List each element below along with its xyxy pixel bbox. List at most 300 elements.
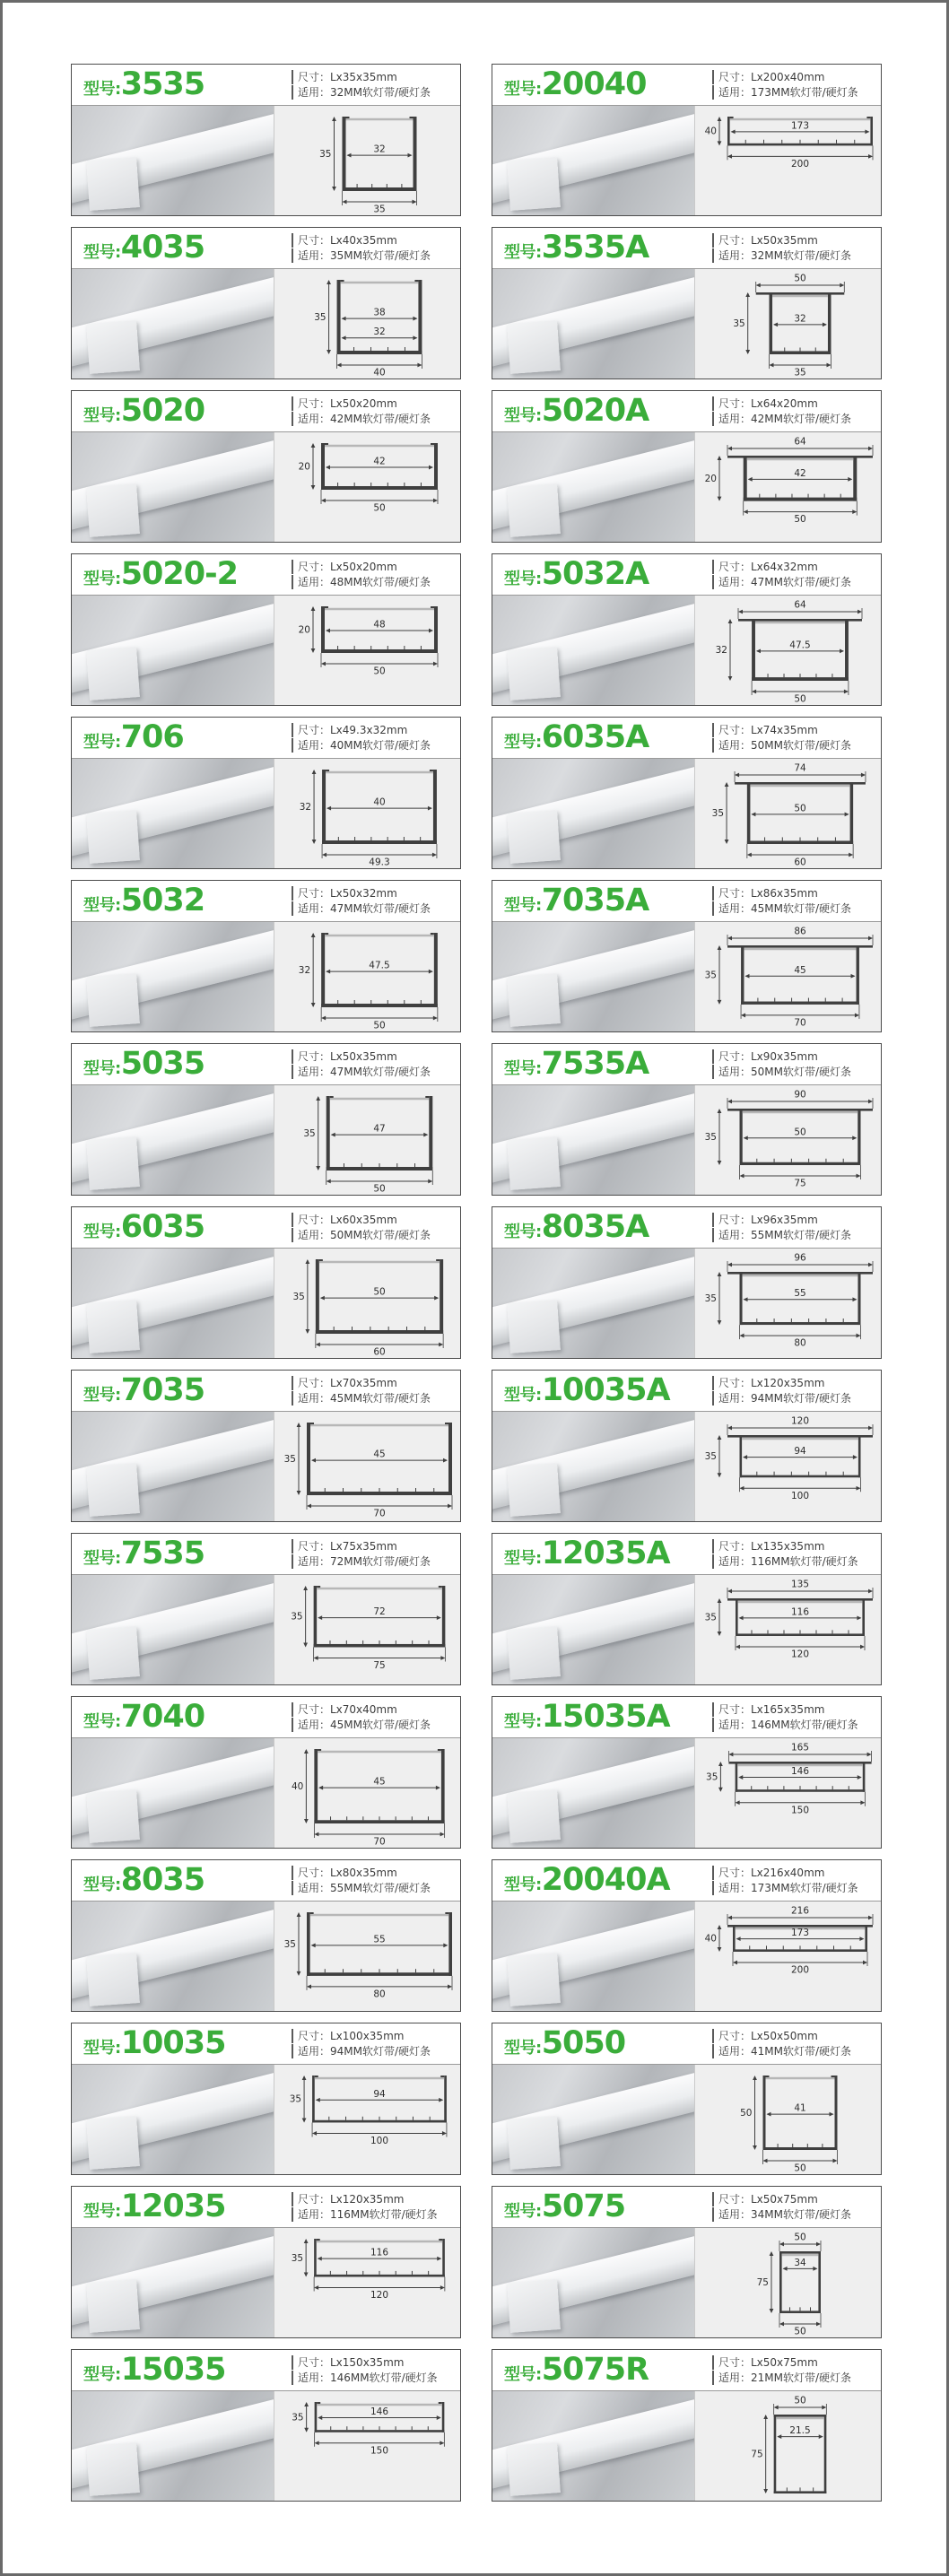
svg-text:40: 40 (291, 1781, 303, 1792)
spec-use-line: 适用：34MM软灯带/硬灯条 (712, 2207, 874, 2222)
card-body (492, 2391, 881, 2501)
dimension-drawing (274, 596, 460, 705)
product-photo (72, 2228, 274, 2337)
model-title (83, 232, 205, 264)
svg-text:55: 55 (372, 1934, 386, 1945)
profile-endcap-shape (86, 2279, 140, 2333)
product-card (492, 1696, 882, 1849)
product-card (71, 1696, 461, 1849)
spec-block (292, 885, 453, 917)
card-body (492, 1575, 881, 1684)
profile-cross-section-svg (276, 1575, 459, 1684)
profile-endcap-shape (507, 647, 561, 701)
svg-text:47: 47 (372, 1123, 386, 1135)
model-prefix-label: 型号: (504, 733, 542, 752)
model-prefix-label: 型号: (83, 896, 121, 915)
model-number: 5020A (541, 393, 649, 429)
product-card (71, 717, 461, 869)
svg-text:35: 35 (711, 808, 724, 819)
product-photo (72, 269, 274, 379)
model-prefix-label: 型号: (83, 570, 121, 588)
spec-block (292, 1538, 453, 1570)
model-number: 7040 (120, 1699, 205, 1735)
svg-text:35: 35 (283, 1454, 296, 1465)
card-header (492, 1534, 881, 1575)
profile-cross-section-svg (697, 269, 880, 379)
spec-block (292, 722, 453, 753)
profile-endcap-shape (86, 2442, 140, 2496)
spec-use-line: 适用：50MM软灯带/硬灯条 (712, 1065, 874, 1079)
card-body (492, 1249, 881, 1358)
svg-text:48: 48 (372, 619, 386, 631)
card-header (72, 1534, 460, 1575)
svg-text:94: 94 (793, 1446, 806, 1458)
product-card (492, 717, 882, 869)
svg-text:94: 94 (372, 2088, 386, 2100)
svg-text:150: 150 (790, 1805, 809, 1816)
svg-text:50: 50 (793, 2395, 806, 2406)
spec-block (712, 1701, 874, 1733)
model-title (83, 1372, 205, 1408)
svg-text:35: 35 (704, 1612, 717, 1623)
dimension-drawing (274, 1085, 460, 1195)
svg-text:135: 135 (790, 1579, 809, 1590)
model-title (83, 556, 238, 592)
model-prefix-label: 型号: (83, 2202, 121, 2221)
spec-use-line: 适用：45MM软灯带/硬灯条 (292, 1391, 453, 1405)
svg-text:50: 50 (793, 514, 806, 526)
product-card (71, 1859, 461, 2012)
model-title (504, 719, 649, 755)
spec-block (292, 396, 453, 427)
svg-text:75: 75 (793, 1178, 806, 1189)
svg-text:200: 200 (790, 158, 809, 170)
dimension-drawing (274, 432, 460, 542)
card-header (72, 2187, 460, 2228)
profile-cross-section-svg (276, 2228, 459, 2337)
model-title (504, 66, 647, 102)
spec-size-line: 尺寸：Lx150x35mm (292, 2355, 453, 2370)
svg-text:74: 74 (793, 762, 806, 774)
svg-text:80: 80 (793, 1337, 806, 1349)
profile-endcap-shape (86, 1463, 140, 1517)
svg-text:20: 20 (704, 473, 717, 484)
product-card (492, 64, 882, 216)
card-body (492, 922, 881, 1031)
model-number: 5032 (120, 883, 205, 918)
model-number: 15035A (541, 1699, 670, 1735)
profile-cross-section-svg (697, 922, 880, 1031)
profile-endcap-shape (507, 483, 561, 537)
card-body (72, 432, 460, 542)
spec-use-line: 适用：94MM软灯带/硬灯条 (712, 1391, 874, 1405)
model-prefix-label: 型号: (83, 2365, 121, 2384)
model-prefix-label: 型号: (504, 80, 542, 99)
card-body (72, 596, 460, 705)
spec-block (292, 1049, 453, 1080)
svg-text:45: 45 (793, 964, 806, 976)
svg-text:49.3: 49.3 (368, 857, 390, 868)
svg-text:35: 35 (313, 312, 326, 323)
model-prefix-label: 型号: (83, 733, 121, 752)
card-header (72, 881, 460, 922)
spec-size-line: 尺寸：Lx60x35mm (292, 1213, 453, 1227)
card-header (492, 391, 881, 432)
dimension-drawing (694, 432, 881, 542)
card-header (492, 2350, 881, 2391)
dimension-drawing (694, 2228, 881, 2337)
svg-text:50: 50 (793, 2326, 806, 2337)
svg-text:35: 35 (292, 1292, 305, 1302)
product-photo (492, 1575, 694, 1684)
model-number: 10035 (120, 2025, 226, 2061)
product-photo (72, 2065, 274, 2174)
card-body (72, 1738, 460, 1848)
svg-text:35: 35 (704, 1293, 717, 1305)
card-body (492, 106, 881, 215)
profile-endcap-shape (507, 2116, 561, 2170)
card-header (72, 228, 460, 269)
card-body (492, 1412, 881, 1521)
product-card (71, 1206, 461, 1359)
svg-text:47.5: 47.5 (788, 640, 811, 651)
model-title (504, 1538, 670, 1570)
dimension-drawing (694, 1249, 881, 1358)
model-title (83, 1538, 205, 1570)
spec-size-line: 尺寸：Lx64x32mm (712, 560, 874, 574)
product-photo (492, 2391, 694, 2501)
model-number: 7535 (120, 1536, 205, 1571)
spec-size-line: 尺寸：Lx120x35mm (292, 2192, 453, 2206)
profile-cross-section-svg (276, 1412, 459, 1521)
product-card (492, 1370, 882, 1522)
model-number: 20040 (541, 66, 647, 102)
model-title (504, 1862, 670, 1898)
model-number: 5075 (541, 2189, 626, 2224)
svg-text:50: 50 (739, 2108, 753, 2119)
model-prefix-label: 型号: (83, 1549, 121, 1568)
spec-use-line: 适用：116MM软灯带/硬灯条 (712, 1554, 874, 1569)
dimension-drawing (694, 596, 881, 705)
dimension-drawing (274, 1738, 460, 1848)
model-prefix-label: 型号: (504, 2039, 542, 2058)
product-card (71, 390, 461, 543)
spec-block (712, 2028, 874, 2059)
model-number: 7535A (541, 1046, 649, 1082)
model-title (504, 1701, 670, 1733)
product-photo (72, 922, 274, 1031)
profile-cross-section-svg (276, 922, 459, 1031)
svg-text:55: 55 (793, 1288, 806, 1300)
product-photo (492, 1902, 694, 2011)
svg-text:47.5: 47.5 (368, 960, 390, 971)
svg-text:32: 32 (299, 802, 311, 813)
svg-text:40: 40 (704, 1933, 717, 1945)
model-number: 20040A (541, 1862, 670, 1898)
product-photo (492, 269, 694, 379)
spec-use-line: 适用：146MM软灯带/硬灯条 (712, 1718, 874, 1732)
model-prefix-label: 型号: (83, 1386, 121, 1405)
card-body (72, 2391, 460, 2501)
model-title (83, 393, 205, 429)
product-photo (72, 1085, 274, 1195)
svg-text:38: 38 (372, 307, 386, 318)
product-card (71, 1533, 461, 1685)
svg-text:35: 35 (704, 1451, 717, 1463)
svg-text:96: 96 (793, 1252, 806, 1264)
svg-text:150: 150 (370, 2445, 388, 2457)
svg-text:64: 64 (793, 599, 806, 611)
product-card (71, 2349, 461, 2502)
product-photo (492, 759, 694, 868)
card-body (492, 2228, 881, 2337)
svg-text:60: 60 (793, 857, 806, 868)
card-header (72, 1207, 460, 1249)
profile-endcap-shape (86, 973, 140, 1027)
svg-text:50: 50 (793, 693, 806, 705)
dimension-drawing (274, 269, 460, 379)
spec-use-line: 适用：50MM软灯带/硬灯条 (712, 738, 874, 753)
product-card (492, 553, 882, 706)
svg-text:32: 32 (372, 326, 386, 338)
product-card (71, 1370, 461, 1522)
svg-text:100: 100 (790, 1490, 809, 1501)
spec-use-line: 适用：116MM软灯带/硬灯条 (292, 2207, 453, 2222)
profile-cross-section-svg (697, 1575, 880, 1684)
svg-text:41: 41 (793, 2102, 806, 2114)
profile-endcap-shape (507, 1626, 561, 1680)
card-header (72, 391, 460, 432)
svg-text:70: 70 (793, 1017, 806, 1029)
spec-size-line: 尺寸：Lx165x35mm (712, 1702, 874, 1717)
card-header (492, 1697, 881, 1738)
model-title (83, 2354, 225, 2386)
dimension-drawing (694, 1085, 881, 1195)
profile-cross-section-svg (276, 432, 459, 542)
product-photo (72, 759, 274, 868)
spec-size-line: 尺寸：Lx40x35mm (292, 233, 453, 248)
svg-text:45: 45 (372, 1449, 386, 1460)
profile-endcap-shape (507, 2442, 561, 2496)
profile-endcap-shape (86, 2116, 140, 2170)
product-card (71, 553, 461, 706)
spec-block (712, 1865, 874, 1896)
card-body (72, 1575, 460, 1684)
model-title (504, 1372, 670, 1408)
product-photo (72, 106, 274, 215)
profile-endcap-shape (507, 1789, 561, 1843)
card-header (492, 65, 881, 106)
svg-text:146: 146 (370, 2406, 388, 2418)
spec-size-line: 尺寸：Lx75x35mm (292, 1539, 453, 1553)
spec-block (292, 1375, 453, 1406)
product-card (492, 390, 882, 543)
card-header (492, 2187, 881, 2228)
model-title (83, 719, 184, 755)
product-photo (492, 1738, 694, 1848)
spec-size-line: 尺寸：Lx96x35mm (712, 1213, 874, 1227)
profile-cross-section-svg (697, 432, 880, 542)
spec-block (712, 1212, 874, 1243)
dimension-drawing (694, 269, 881, 379)
spec-block (712, 2191, 874, 2223)
spec-use-line: 适用：146MM软灯带/硬灯条 (292, 2371, 453, 2385)
product-card (492, 1859, 882, 2012)
svg-text:120: 120 (370, 2290, 388, 2302)
dimension-drawing (694, 2391, 881, 2501)
profile-cross-section-svg (697, 2228, 880, 2337)
svg-text:72: 72 (372, 1606, 386, 1618)
card-body (492, 2065, 881, 2174)
dimension-drawing (274, 1575, 460, 1684)
spec-size-line: 尺寸：Lx216x40mm (712, 1866, 874, 1880)
product-photo (72, 1249, 274, 1358)
card-header (72, 1697, 460, 1738)
model-number: 7035 (120, 1372, 205, 1408)
profile-endcap-shape (507, 157, 561, 211)
spec-use-line: 适用：40MM软灯带/硬灯条 (292, 738, 453, 753)
model-number: 15035 (120, 2352, 226, 2388)
svg-text:75: 75 (750, 2449, 763, 2460)
spec-block (292, 2191, 453, 2223)
svg-text:64: 64 (793, 436, 806, 448)
product-card (492, 1043, 882, 1196)
profile-endcap-shape (86, 483, 140, 537)
svg-text:173: 173 (790, 120, 809, 132)
card-header (492, 881, 881, 922)
svg-text:42: 42 (372, 456, 386, 467)
model-number: 8035A (541, 1209, 649, 1245)
model-title (83, 66, 205, 102)
dimension-drawing (694, 1902, 881, 2011)
svg-text:50: 50 (372, 1183, 386, 1195)
profile-cross-section-svg (697, 1738, 880, 1848)
profile-endcap-shape (507, 1953, 561, 2006)
spec-use-line: 适用：173MM软灯带/硬灯条 (712, 1881, 874, 1895)
svg-text:32: 32 (793, 313, 806, 325)
product-photo (492, 432, 694, 542)
spec-size-line: 尺寸：Lx64x20mm (712, 396, 874, 411)
profile-endcap-shape (86, 810, 140, 864)
profile-endcap-shape (86, 320, 140, 374)
product-card (492, 2186, 882, 2338)
profile-cross-section-svg (276, 269, 459, 379)
svg-text:75: 75 (756, 2277, 769, 2288)
spec-use-line: 适用：45MM软灯带/硬灯条 (292, 1718, 453, 1732)
model-prefix-label: 型号: (83, 243, 121, 262)
profile-endcap-shape (86, 647, 140, 701)
spec-use-line: 适用：32MM软灯带/硬灯条 (712, 248, 874, 263)
profile-endcap-shape (86, 157, 140, 211)
profile-cross-section-svg (697, 596, 880, 705)
spec-block (712, 232, 874, 264)
model-title (504, 2354, 649, 2386)
model-number: 12035A (541, 1536, 670, 1571)
spec-use-line: 适用：41MM软灯带/硬灯条 (712, 2044, 874, 2058)
spec-size-line: 尺寸：Lx50x75mm (712, 2355, 874, 2370)
dimension-drawing (274, 1412, 460, 1521)
spec-use-line: 适用：72MM软灯带/硬灯条 (292, 1554, 453, 1569)
model-number: 3535 (120, 66, 205, 102)
model-title (83, 885, 205, 917)
dimension-drawing (274, 2391, 460, 2501)
model-prefix-label: 型号: (504, 1875, 542, 1894)
profile-cross-section-svg (697, 2391, 880, 2501)
spec-use-line: 适用：47MM软灯带/硬灯条 (292, 1065, 453, 1079)
model-number: 5075R (541, 2352, 649, 2388)
profile-endcap-shape (507, 1136, 561, 1190)
dimension-drawing (694, 106, 881, 215)
card-header (72, 65, 460, 106)
spec-use-line: 适用：50MM软灯带/硬灯条 (292, 1228, 453, 1242)
profile-cross-section-svg (697, 1902, 880, 2011)
spec-use-line: 适用：45MM软灯带/硬灯条 (712, 901, 874, 916)
profile-endcap-shape (86, 1626, 140, 1680)
spec-size-line: 尺寸：Lx49.3x32mm (292, 723, 453, 737)
card-body (492, 432, 881, 542)
card-body (72, 1412, 460, 1521)
product-photo (72, 1412, 274, 1521)
product-photo (492, 922, 694, 1031)
spec-use-line: 适用：55MM软灯带/硬灯条 (712, 1228, 874, 1242)
model-number: 5032A (541, 556, 649, 592)
svg-text:35: 35 (291, 2412, 304, 2424)
dimension-drawing (694, 1738, 881, 1848)
profile-cross-section-svg (276, 1738, 459, 1848)
model-prefix-label: 型号: (504, 1712, 542, 1731)
card-body (72, 759, 460, 868)
product-card (492, 1533, 882, 1685)
dimension-drawing (694, 759, 881, 868)
spec-size-line: 尺寸：Lx74x35mm (712, 723, 874, 737)
profile-cross-section-svg (697, 759, 880, 868)
product-photo (72, 596, 274, 705)
model-prefix-label: 型号: (83, 1712, 121, 1731)
svg-text:70: 70 (372, 1836, 386, 1848)
spec-size-line: 尺寸：Lx120x35mm (712, 1376, 874, 1390)
model-prefix-label: 型号: (504, 896, 542, 915)
spec-block (292, 2028, 453, 2059)
svg-text:50: 50 (793, 2163, 806, 2174)
card-header (492, 1044, 881, 1085)
spec-block (712, 69, 874, 100)
model-number: 5035 (120, 1046, 205, 1082)
svg-text:90: 90 (793, 1089, 806, 1101)
card-header (72, 1044, 460, 1085)
svg-text:50: 50 (793, 2232, 806, 2243)
card-body (492, 596, 881, 705)
card-header (492, 1371, 881, 1412)
dimension-drawing (694, 1575, 881, 1684)
spec-size-line: 尺寸：Lx35x35mm (292, 70, 453, 84)
spec-size-line: 尺寸：Lx50x20mm (292, 396, 453, 411)
model-prefix-label: 型号: (504, 1059, 542, 1078)
svg-text:120: 120 (790, 1649, 809, 1660)
profile-cross-section-svg (276, 106, 459, 215)
spec-use-line: 适用：42MM软灯带/硬灯条 (712, 412, 874, 426)
svg-text:100: 100 (370, 2135, 388, 2146)
spec-block (712, 722, 874, 753)
spec-block (292, 1865, 453, 1896)
svg-text:45: 45 (372, 1776, 386, 1788)
card-header (72, 2350, 460, 2391)
svg-text:35: 35 (704, 970, 717, 981)
svg-text:35: 35 (290, 1611, 303, 1623)
svg-text:35: 35 (704, 1132, 717, 1143)
model-title (504, 232, 649, 264)
spec-block (292, 69, 453, 100)
spec-block (292, 1701, 453, 1733)
